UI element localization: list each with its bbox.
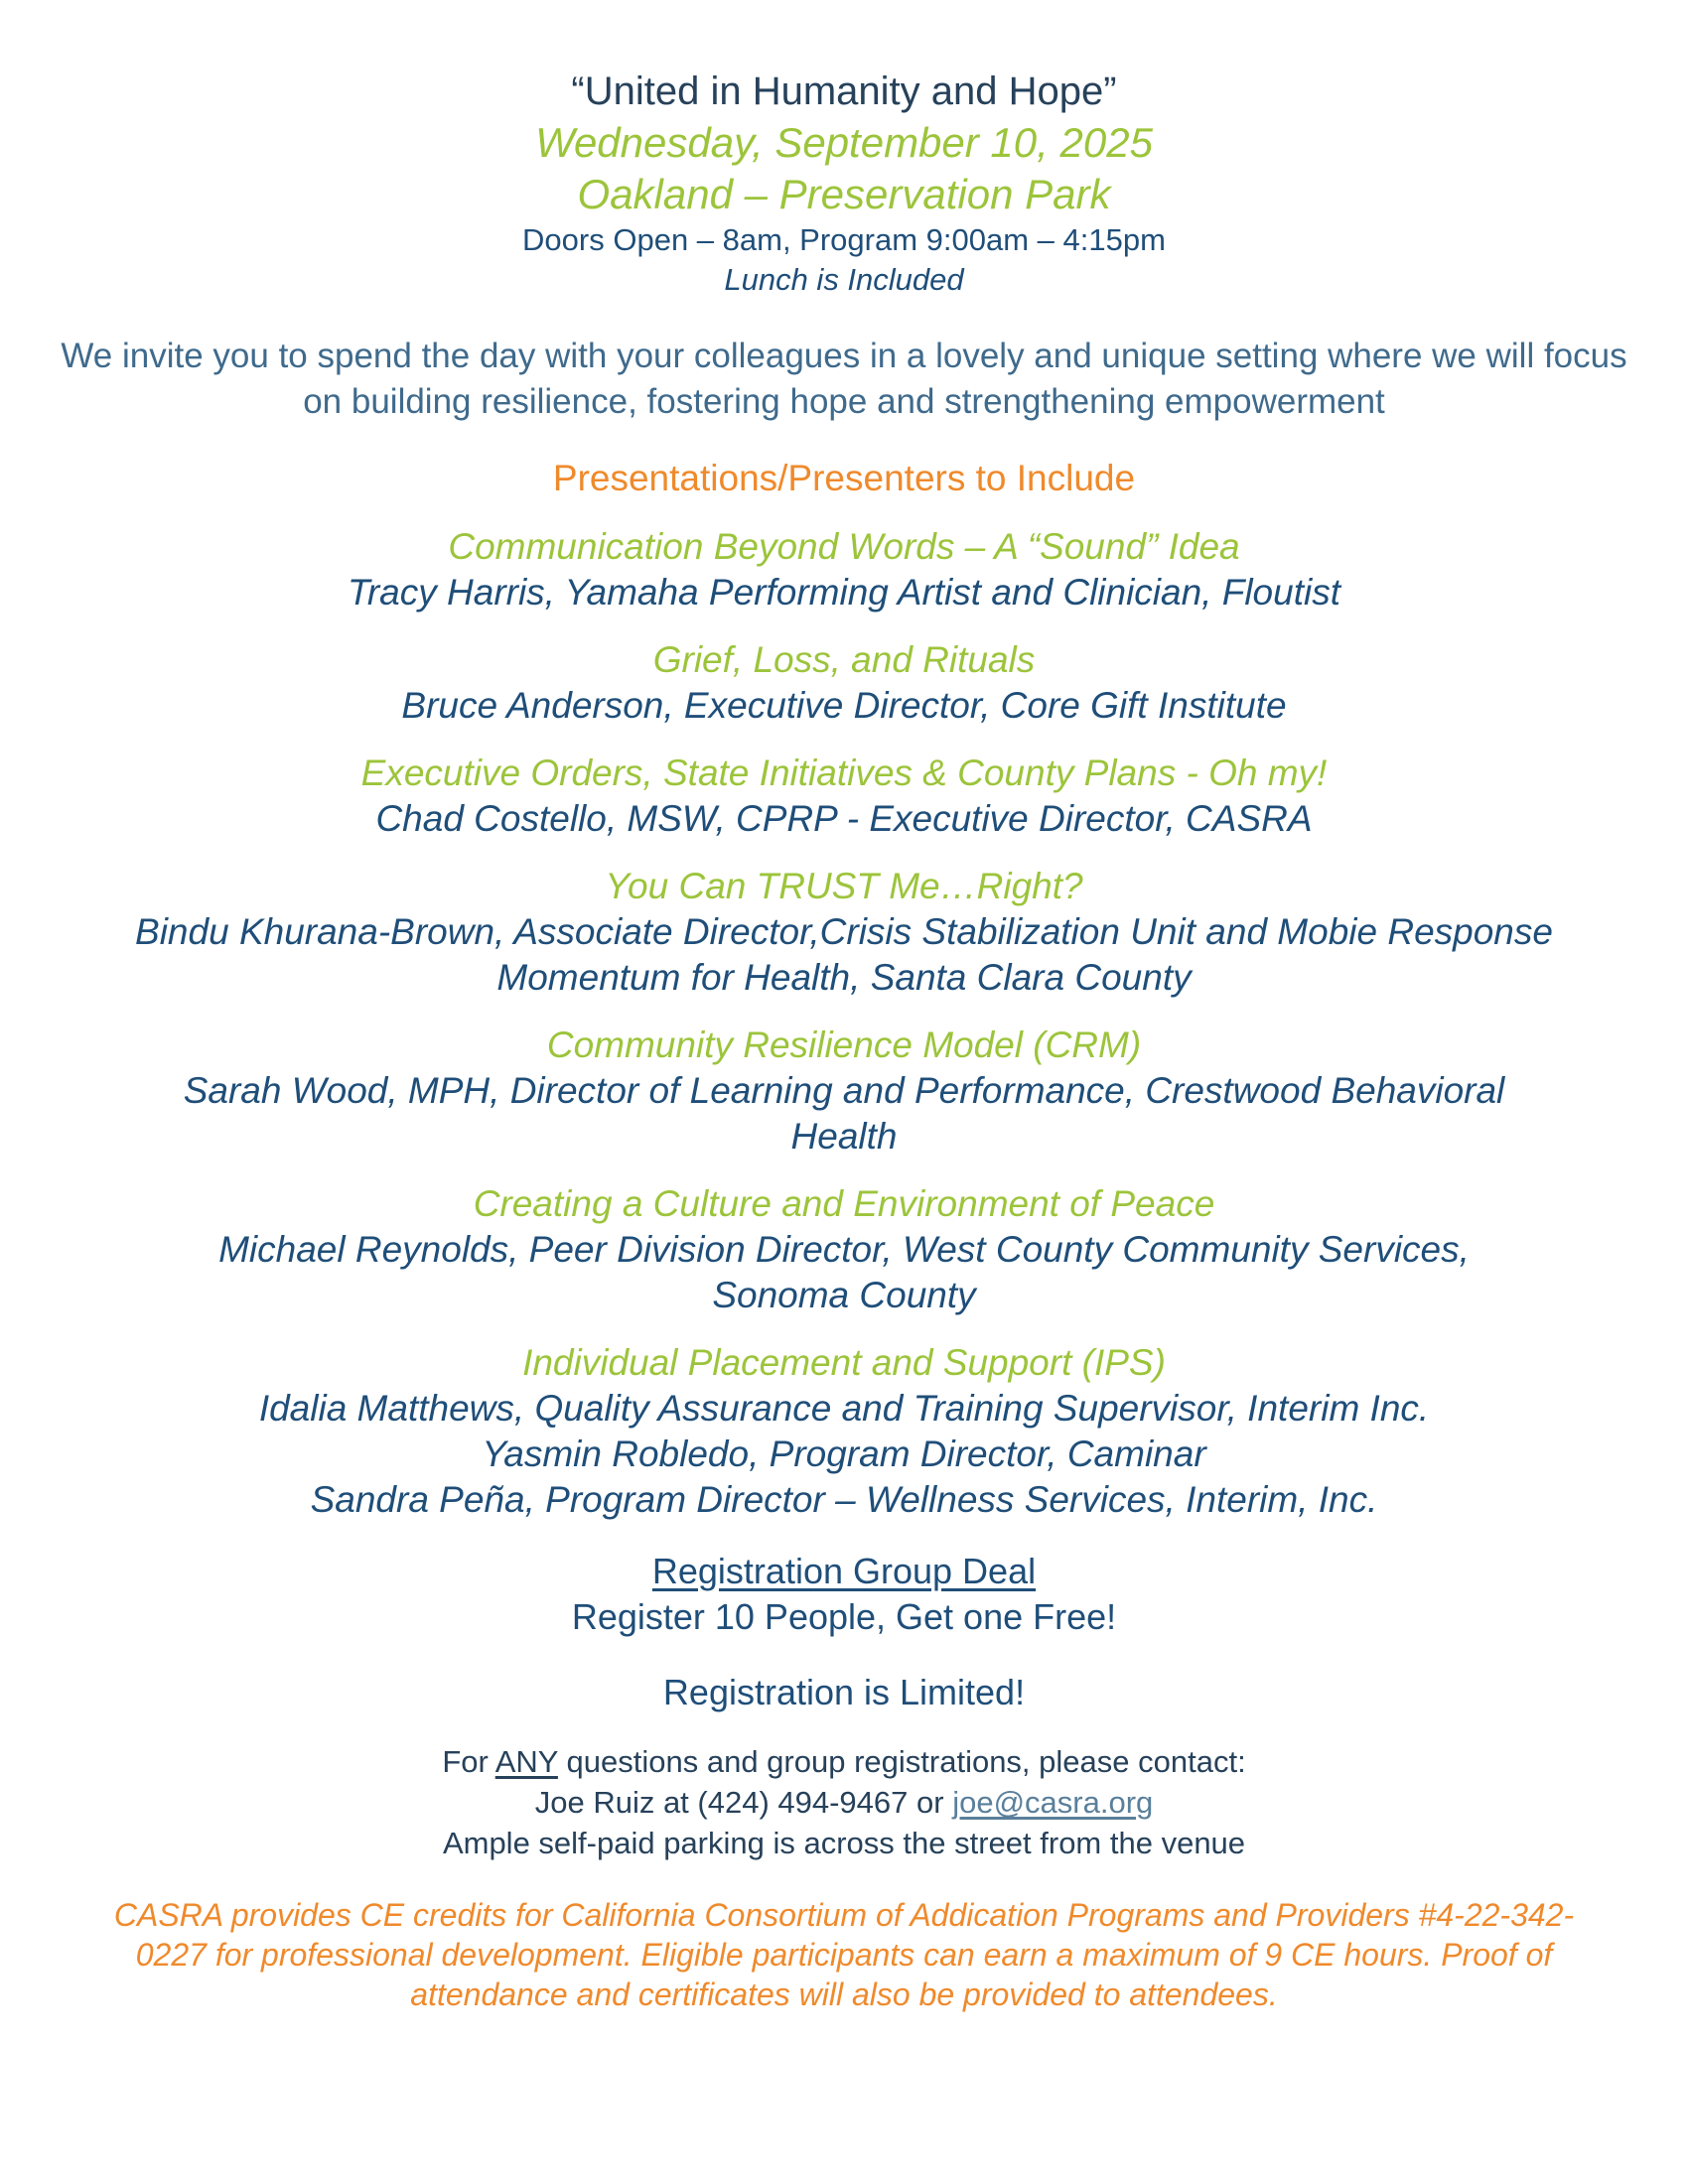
session-item bbox=[0, 524, 1688, 615]
event-venue: Oakland – Preservation Park bbox=[577, 171, 1111, 217]
session-presenter: Bruce Anderson, Executive Director, Core Gift Institute bbox=[401, 685, 1287, 726]
session-presenter: Sonoma County bbox=[712, 1275, 976, 1315]
contact-line bbox=[0, 1741, 1688, 1782]
contact-line1-post: questions and group registrations, please contact: bbox=[566, 1744, 1246, 1779]
contact-line1-pre: For bbox=[442, 1744, 489, 1779]
event-date: Wednesday, September 10, 2025 bbox=[535, 119, 1153, 166]
contact-email-link[interactable]: joe@casra.org bbox=[952, 1785, 1154, 1820]
session-item bbox=[0, 1340, 1688, 1523]
session-presenter: Bindu Khurana-Brown, Associate Director,Crisis Stabilization Unit and Mobie Response bbox=[135, 911, 1553, 952]
registration-deal-text: Register 10 People, Get one Free! bbox=[571, 1596, 1117, 1637]
session-presenter: Health bbox=[790, 1116, 898, 1157]
session-item bbox=[0, 1023, 1688, 1160]
session-title: Grief, Loss, and Rituals bbox=[652, 639, 1036, 680]
session-title: Creating a Culture and Environment of Peace bbox=[473, 1183, 1215, 1224]
session-item bbox=[0, 864, 1688, 1001]
session-presenter: Momentum for Health, Santa Clara County bbox=[496, 957, 1192, 998]
presentations-heading: Presentations/Presenters to Include bbox=[552, 458, 1136, 498]
session-item bbox=[0, 751, 1688, 842]
session-title: Community Resilience Model (CRM) bbox=[546, 1024, 1142, 1065]
contact-line1-emphasis: ANY bbox=[494, 1744, 558, 1779]
contact-block bbox=[0, 1741, 1688, 1863]
session-item bbox=[0, 1181, 1688, 1318]
registration-deal-heading: Registration Group Deal bbox=[651, 1551, 1037, 1591]
session-presenter: Yasmin Robledo, Program Director, Caminar bbox=[482, 1433, 1206, 1474]
event-lunch: Lunch is Included bbox=[724, 262, 964, 297]
event-title: “United in Humanity and Hope” bbox=[571, 69, 1117, 113]
session-presenter: Idalia Matthews, Quality Assurance and Training Supervisor, Interim Inc. bbox=[258, 1388, 1430, 1429]
session-title: Individual Placement and Support (IPS) bbox=[522, 1342, 1166, 1383]
session-presenter: Sarah Wood, MPH, Director of Learning and Performance, Crestwood Behavioral bbox=[183, 1070, 1505, 1111]
session-item bbox=[0, 637, 1688, 729]
event-doors: Doors Open – 8am, Program 9:00am – 4:15pm bbox=[522, 222, 1166, 257]
session-presenter: Chad Costello, MSW, CPRP - Executive Director, CASRA bbox=[375, 798, 1313, 839]
contact-phone: Joe Ruiz at (424) 494-9467 or bbox=[534, 1785, 944, 1820]
session-presenter: Sandra Peña, Program Director – Wellness Services, Interim, Inc. bbox=[310, 1479, 1378, 1520]
session-list bbox=[0, 524, 1688, 1523]
session-title: Communication Beyond Words – A “Sound” Idea bbox=[448, 526, 1240, 567]
registration-limited: Registration is Limited! bbox=[662, 1672, 1026, 1712]
session-title: Executive Orders, State Initiatives & County Plans - Oh my! bbox=[360, 752, 1328, 793]
session-presenter: Michael Reynolds, Peer Division Director, West County Community Services, bbox=[218, 1229, 1470, 1270]
parking-note: Ample self-paid parking is across the street from the venue bbox=[442, 1826, 1246, 1860]
contact-phone-line bbox=[0, 1782, 1688, 1823]
session-presenter: Tracy Harris, Yamaha Performing Artist and Clinician, Floutist bbox=[347, 572, 1340, 613]
invite-text: We invite you to spend the day with your colleagues in a lovely and unique setting where we will focus on building resilience, fostering hope and strengthening empowerment bbox=[61, 337, 1627, 421]
ce-credits-note: CASRA provides CE credits for California Consortium of Addication Programs and Providers #4-22-342-0227 for professional development. Eligible participants can earn a maximum of 9 CE hours. Proof of attendance and certificates will also be provided to attendees. bbox=[113, 1897, 1575, 2012]
session-title: You Can TRUST Me…Right? bbox=[605, 866, 1083, 906]
